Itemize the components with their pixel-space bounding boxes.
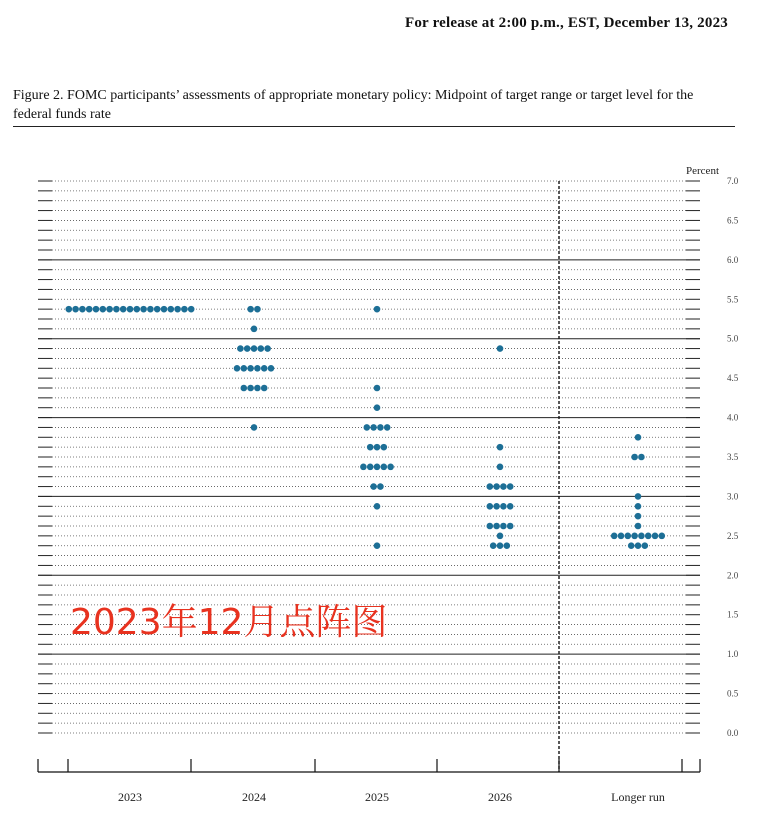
participant-dot [645,533,652,540]
participant-dot [497,444,504,451]
participant-dot [261,365,268,372]
participant-dot [500,483,507,490]
participant-dot [367,444,374,451]
participant-dot [247,385,254,392]
participant-dot [86,306,93,313]
participant-dot [251,345,258,352]
participant-dot [374,444,381,451]
y-tick-label: 7.0 [727,176,739,186]
participant-dot [174,306,181,313]
participant-dot [628,542,635,549]
participant-dot [387,464,394,471]
participant-dot [247,365,254,372]
y-tick-label: 1.0 [727,649,739,660]
y-tick-label: 2.0 [727,570,739,581]
participant-dot [497,464,504,471]
participant-dot [268,365,275,372]
participant-dot [254,365,261,372]
y-tick-label: 2.5 [727,530,739,541]
figure-title: Figure 2. FOMC participants’ assessments of appropriate monetary policy: Midpoint of target range or target level for the federal funds rate [13,88,694,122]
y-tick-label: 5.0 [727,333,739,344]
y-tick-label: 1.5 [727,609,739,620]
participant-dot [642,542,649,549]
participant-dot [487,503,494,510]
participant-dot [370,483,377,490]
participant-dot [237,345,244,352]
participant-dot [635,503,642,510]
participant-dot [384,424,391,431]
participant-dot [635,542,642,549]
participant-dot [106,306,113,313]
participant-dot [507,503,514,510]
participant-dot [374,464,381,471]
participant-dot [127,306,134,313]
participant-dot [497,345,504,352]
participant-dot [254,306,261,313]
participant-dot [251,424,258,431]
participant-dot [247,306,254,313]
participant-dot [487,483,494,490]
y-tick-label: 0.0 [727,728,739,738]
participant-dot [493,503,500,510]
participant-dot [618,533,625,540]
participant-dot [251,326,258,333]
participant-dot [370,424,377,431]
participant-dot [364,424,371,431]
x-tick-label: 2026 [488,790,512,804]
participant-dot [66,306,73,313]
watermark-text: 2023年12月点阵图 [70,602,388,643]
participant-dot [625,533,632,540]
participant-dot [631,533,638,540]
participant-dot [381,464,388,471]
participant-dot [631,454,638,461]
participant-dot [504,542,511,549]
participant-dot [659,533,666,540]
participant-dot [635,523,642,530]
participant-dot [490,542,497,549]
participant-dot [241,385,248,392]
y-tick-label: 3.0 [727,491,739,502]
x-tick-label: 2024 [242,790,266,804]
participant-dot [487,523,494,530]
participant-dot [154,306,161,313]
participant-dot [377,483,384,490]
participant-dot [264,345,271,352]
participant-dot [374,404,381,411]
participant-dot [635,434,642,441]
participant-dot [374,306,381,313]
participant-dot [161,306,168,313]
participant-dot [241,365,248,372]
participant-dot [500,503,507,510]
y-tick-label: 5.5 [727,294,739,305]
participant-dot [360,464,367,471]
participant-dot [254,385,261,392]
y-tick-label: 4.5 [727,373,739,384]
participant-dot [493,483,500,490]
participant-dot [493,523,500,530]
y-tick-label: 6.0 [727,254,739,265]
participant-dot [188,306,195,313]
participant-dot [168,306,175,313]
gridlines [38,181,700,733]
participant-dot [507,523,514,530]
dots [66,306,666,549]
participant-dot [93,306,100,313]
participant-dot [635,513,642,520]
participant-dot [244,345,251,352]
participant-dot [113,306,120,313]
participant-dot [652,533,659,540]
y-tick-label: 0.5 [727,688,739,699]
participant-dot [638,533,645,540]
release-date-line: For release at 2:00 p.m., EST, December 13, 2023 [404,15,728,31]
participant-dot [134,306,141,313]
participant-dot [497,542,504,549]
participant-dot [497,533,504,540]
participant-dot [500,523,507,530]
participant-dot [120,306,127,313]
participant-dot [635,493,642,500]
participant-dot [381,444,388,451]
y-tick-label: 4.0 [727,412,739,423]
y-tick-label: 6.5 [727,215,739,226]
participant-dot [638,454,645,461]
x-tick-label: 2023 [118,790,142,804]
participant-dot [258,345,265,352]
participant-dot [374,385,381,392]
x-tick-label: Longer run [611,790,665,804]
participant-dot [79,306,86,313]
participant-dot [100,306,107,313]
y-axis-unit-label: Percent [686,165,719,177]
participant-dot [181,306,188,313]
axes [38,176,739,804]
participant-dot [507,483,514,490]
participant-dot [367,464,374,471]
participant-dot [611,533,618,540]
x-tick-label: 2025 [365,790,389,804]
y-tick-label: 3.5 [727,452,739,462]
participant-dot [72,306,79,313]
participant-dot [140,306,147,313]
participant-dot [374,542,381,549]
participant-dot [377,424,384,431]
participant-dot [234,365,241,372]
participant-dot [261,385,268,392]
participant-dot [374,503,381,510]
participant-dot [147,306,154,313]
